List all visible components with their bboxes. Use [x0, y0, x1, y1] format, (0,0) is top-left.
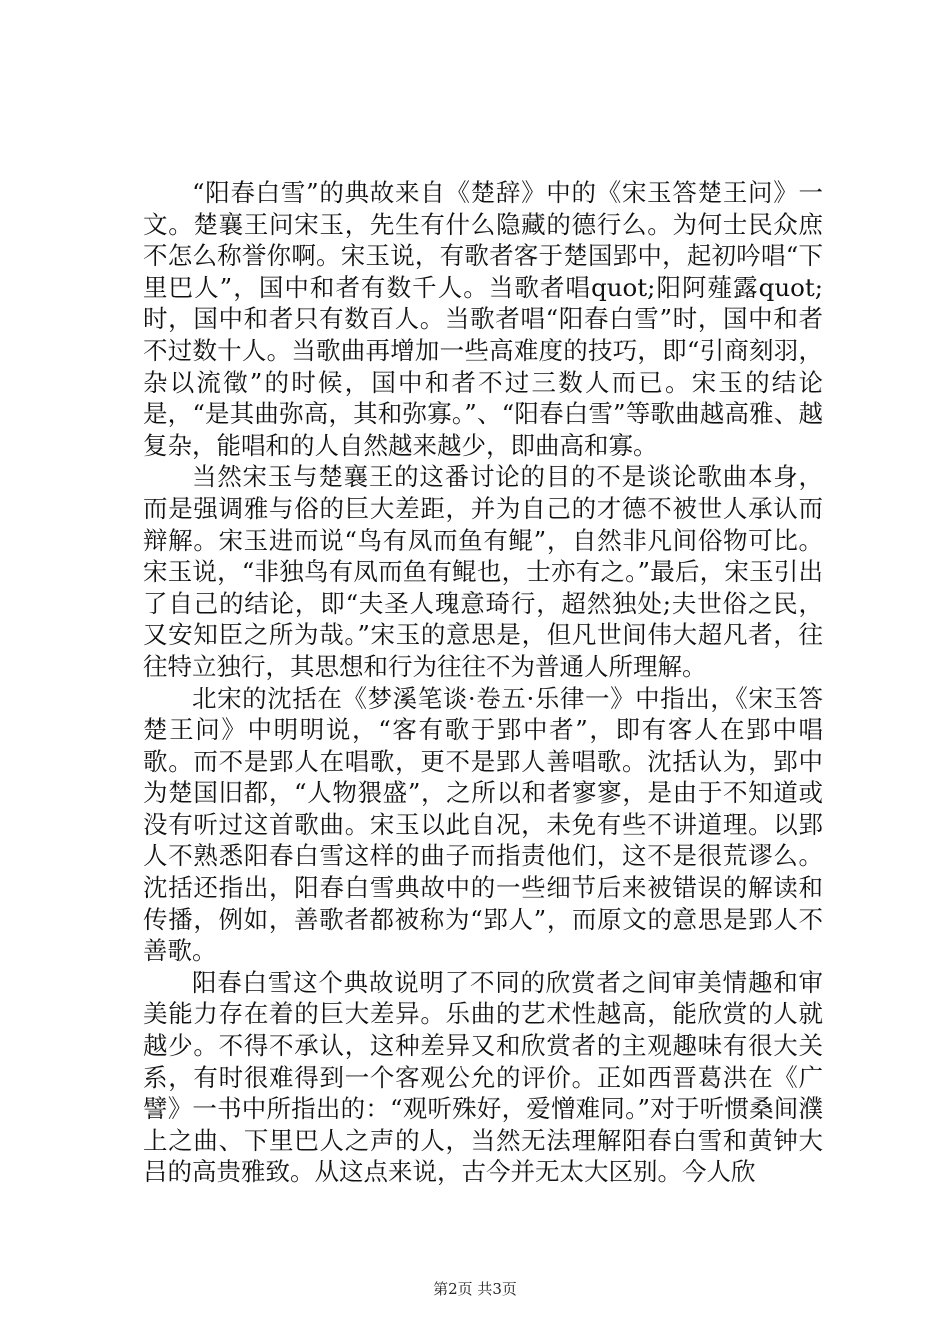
- paragraph: 北宋的沈括在《梦溪笔谈·卷五·乐律一》中指出，《宋玉答楚王问》中明明说，“客有歌于郢中者”，即有客人在郢中唱歌。而不是郢人在唱歌，更不是郢人善唱歌。沈括认为，郢中为楚国旧都，“人物猥盛”，之所以和者寥寥，是由于不知道或没有听过这首歌曲。宋玉以此自况，未免有些不讲道理。以郢人不熟悉阳春白雪这样的曲子而指责他们，这不是很荒谬么。沈括还指出，阳春白雪典故中的一些细节后来被错误的解读和传播，例如，善歌者都被称为“郢人”，而原文的意思是郢人不善歌。: [143, 683, 823, 966]
- page-footer: 第2页 共3页: [433, 1280, 517, 1298]
- paragraph: 当然宋玉与楚襄王的这番讨论的目的不是谈论歌曲本身，而是强调雅与俗的巨大差距，并为自己的才德不被世人承认而辩解。宋玉进而说“鸟有凤而鱼有鲲”，自然非凡间俗物可比。宋玉说，“非独鸟有凤而鱼有鲲也，士亦有之。”最后，宋玉引出了自己的结论，即“夫圣人瑰意琦行，超然独处;夫世俗之民，又安知臣之所为哉。”宋玉的意思是，但凡世间伟大超凡者，往往特立独行，其思想和行为往往不为普通人所理解。: [143, 462, 823, 681]
- document-body: [143, 177, 823, 1188]
- paragraph: 阳春白雪这个典故说明了不同的欣赏者之间审美情趣和审美能力存在着的巨大差异。乐曲的艺术性越高，能欣赏的人就越少。不得不承认，这种差异又和欣赏者的主观趣味有很大关系，有时很难得到一个客观公允的评价。正如西晋葛洪在《广譬》一书中所指出的：“观听殊好，爱憎难同。”对于听惯桑间濮上之曲、下里巴人之声的人，当然无法理解阳春白雪和黄钟大吕的高贵雅致。从这点来说，古今并无太大区别。今人欣: [143, 967, 823, 1187]
- paragraph: “阳春白雪”的典故来自《楚辞》中的《宋玉答楚王问》一文。楚襄王问宋玉，先生有什么隐藏的德行么。为何士民众庶不怎么称誉你啊。宋玉说，有歌者客于楚国郢中，起初吟唱“下里巴人”，国中和者有数千人。当歌者唱quot;阳阿薤露quot;时，国中和者只有数百人。当歌者唱“阳春白雪”时，国中和者不过数十人。当歌曲再增加一些高难度的技巧，即“引商刻羽，杂以流徵”的时候，国中和者不过三数人而已。宋玉的结论是，“是其曲弥高，其和弥寡。”、“阳春白雪”等歌曲越高雅、越复杂，能唱和的人自然越来越少，即曲高和寡。: [143, 178, 823, 460]
